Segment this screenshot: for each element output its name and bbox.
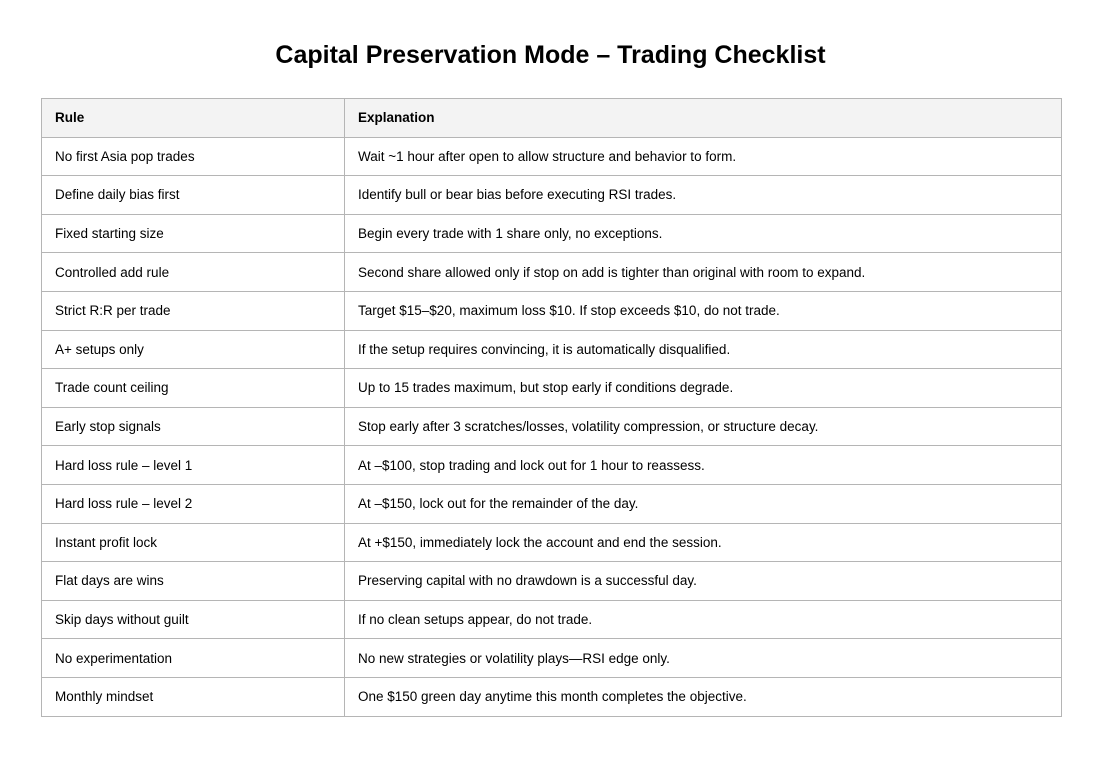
table-row	[42, 600, 1062, 639]
rule-cell: Fixed starting size	[42, 214, 345, 253]
table-row	[42, 214, 1062, 253]
rule-cell: No experimentation	[42, 639, 345, 678]
table-row	[42, 330, 1062, 369]
explanation-cell: At –$150, lock out for the remainder of the day.	[345, 484, 1062, 523]
explanation-cell: Stop early after 3 scratches/losses, volatility compression, or structure decay.	[345, 407, 1062, 446]
rule-cell: Strict R:R per trade	[42, 291, 345, 330]
table-row	[42, 639, 1062, 678]
explanation-cell: Identify bull or bear bias before executing RSI trades.	[345, 176, 1062, 215]
table-row	[42, 291, 1062, 330]
column-header-explanation: Explanation	[345, 99, 1062, 138]
explanation-cell: At –$100, stop trading and lock out for 1 hour to reassess.	[345, 446, 1062, 485]
explanation-cell: Second share allowed only if stop on add is tighter than original with room to expand.	[345, 253, 1062, 292]
rule-cell: No first Asia pop trades	[42, 137, 345, 176]
explanation-cell: If no clean setups appear, do not trade.	[345, 600, 1062, 639]
table-row	[42, 562, 1062, 601]
rule-cell: Controlled add rule	[42, 253, 345, 292]
page-title: Capital Preservation Mode – Trading Checklist	[275, 41, 826, 69]
table-row	[42, 484, 1062, 523]
explanation-cell: Wait ~1 hour after open to allow structure and behavior to form.	[345, 137, 1062, 176]
explanation-cell: Begin every trade with 1 share only, no exceptions.	[345, 214, 1062, 253]
table-row	[42, 407, 1062, 446]
table-row	[42, 137, 1062, 176]
rule-cell: Define daily bias first	[42, 176, 345, 215]
explanation-cell: At +$150, immediately lock the account and end the session.	[345, 523, 1062, 562]
table-row	[42, 677, 1062, 716]
rule-cell: Skip days without guilt	[42, 600, 345, 639]
rule-cell: Flat days are wins	[42, 562, 345, 601]
rule-cell: Trade count ceiling	[42, 369, 345, 408]
table-row	[42, 523, 1062, 562]
explanation-cell: No new strategies or volatility plays—RSI edge only.	[345, 639, 1062, 678]
rule-cell: Hard loss rule – level 2	[42, 484, 345, 523]
table-row	[42, 253, 1062, 292]
explanation-cell: Target $15–$20, maximum loss $10. If stop exceeds $10, do not trade.	[345, 291, 1062, 330]
explanation-cell: If the setup requires convincing, it is automatically disqualified.	[345, 330, 1062, 369]
table-header-row	[42, 99, 1062, 138]
rule-cell: A+ setups only	[42, 330, 345, 369]
rule-cell: Early stop signals	[42, 407, 345, 446]
table-row	[42, 369, 1062, 408]
explanation-cell: One $150 green day anytime this month completes the objective.	[345, 677, 1062, 716]
explanation-cell: Up to 15 trades maximum, but stop early if conditions degrade.	[345, 369, 1062, 408]
column-header-rule: Rule	[42, 99, 345, 138]
checklist-table	[41, 98, 1062, 717]
explanation-cell: Preserving capital with no drawdown is a successful day.	[345, 562, 1062, 601]
rule-cell: Hard loss rule – level 1	[42, 446, 345, 485]
table-row	[42, 446, 1062, 485]
table-row	[42, 176, 1062, 215]
rule-cell: Instant profit lock	[42, 523, 345, 562]
rule-cell: Monthly mindset	[42, 677, 345, 716]
